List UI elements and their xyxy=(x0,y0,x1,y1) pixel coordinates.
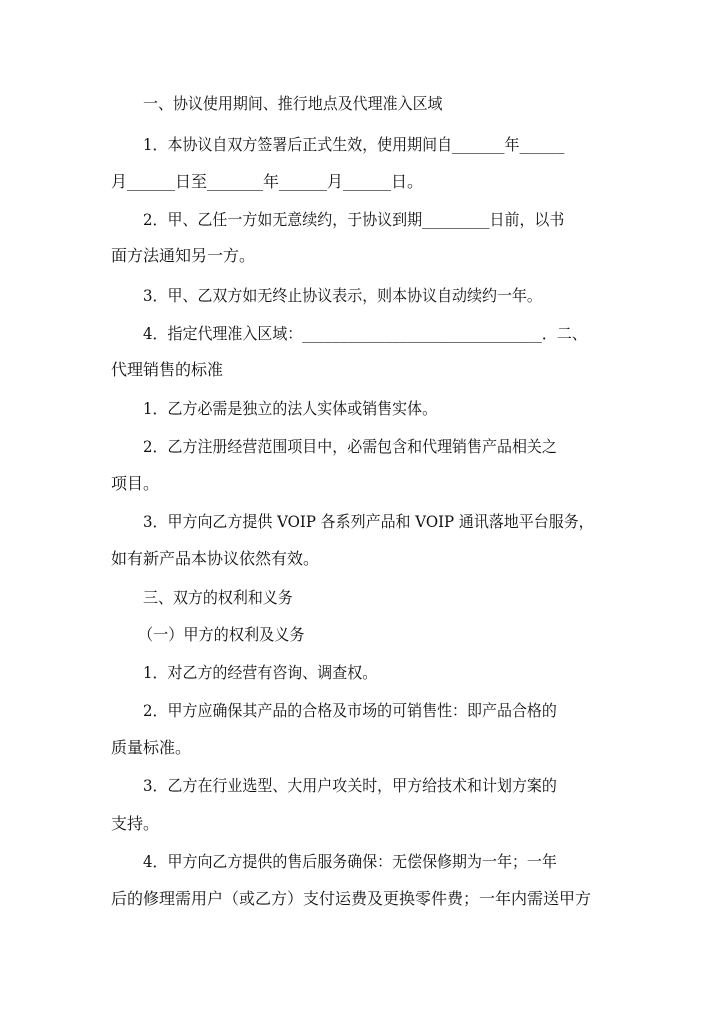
paragraph-line: 质量标准。 xyxy=(111,738,192,757)
paragraph-line: 如有新产品本协议依然有效。 xyxy=(111,549,320,568)
paragraph-line: 3．甲方向乙方提供 VOIP 各系列产品和 VOIP 通讯落地平台服务， xyxy=(143,512,594,531)
paragraph-line: 项目。 xyxy=(111,474,160,493)
paragraph-line: 1．本协议自双方签署后正式生效，使用期间自_______年______ xyxy=(143,135,565,154)
section-heading: 一、协议使用期间、推行地点及代理准入区域 xyxy=(143,94,443,113)
paragraph-line: 3．乙方在行业选型、大用户攻关时，甲方给技术和计划方案的 xyxy=(143,776,557,795)
paragraph-line: 后的修理需用户（或乙方）支付运费及更换零件费；一年内需送甲方 xyxy=(111,889,592,908)
paragraph-line: 月______日至_______年______月______日。 xyxy=(111,172,424,191)
paragraph-line: 2．甲、乙任一方如无意续约，于协议到期_________日前，以书 xyxy=(143,210,565,229)
paragraph-line: 4．指定代理准入区域：________________________________．二、 xyxy=(143,324,587,343)
paragraph-line: 4．甲方向乙方提供的售后服务确保：无偿保修期为一年；一年 xyxy=(143,852,557,871)
paragraph-line: 面方法通知另一方。 xyxy=(111,246,256,265)
paragraph-line: 2．乙方注册经营范围项目中，必需包含和代理销售产品相关之 xyxy=(143,437,557,456)
section-heading: 三、双方的权利和义务 xyxy=(143,588,293,607)
paragraph-line: 1．乙方必需是独立的法人实体或销售实体。 xyxy=(143,399,438,418)
paragraph-line: 2．甲方应确保其产品的合格及市场的可销售性：即产品合格的 xyxy=(143,701,557,720)
paragraph-line: 1．对乙方的经营有咨询、调查权。 xyxy=(143,663,378,682)
subsection-heading: （一）甲方的权利及义务 xyxy=(138,625,305,644)
paragraph-line: 支持。 xyxy=(111,814,160,833)
section-heading: 代理销售的标准 xyxy=(111,360,224,379)
paragraph-line: 3．甲、乙双方如无终止协议表示，则本协议自动续约一年。 xyxy=(143,286,542,305)
